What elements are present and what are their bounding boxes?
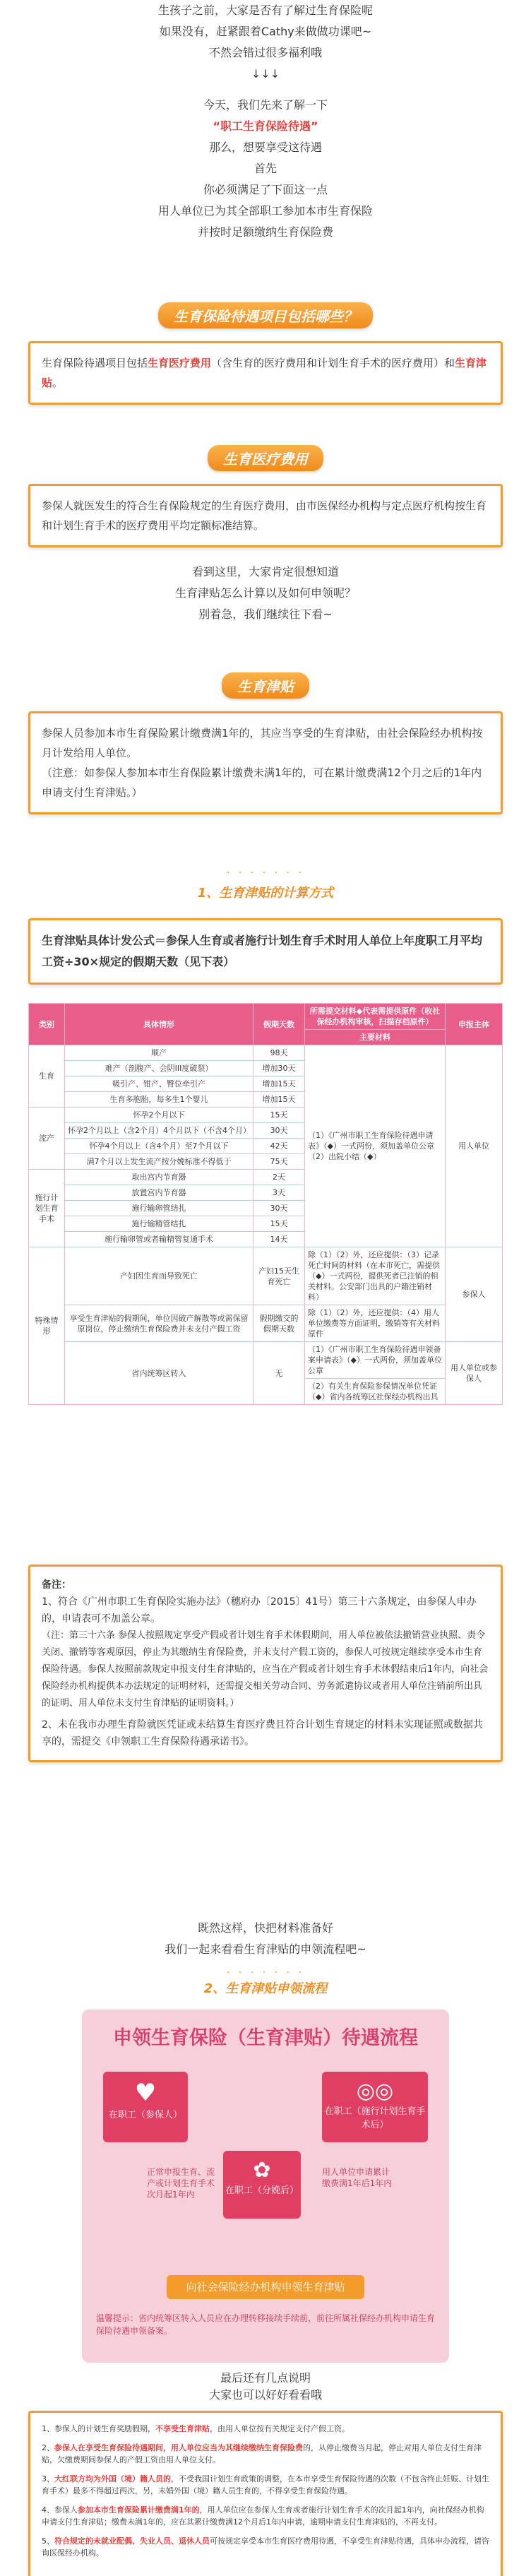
section3-box [28, 711, 503, 814]
materials-cell: 除（1）（2）外，还应提供：（3）记录死亡时间的材料（在本市死亡，需提供（◆）一式两份，提供死者已注销的相关材料。公安部门出具的户籍注销材料） [305, 1247, 446, 1305]
case-cell: 怀孕4个月以上（含4个月）至7个月以下 [65, 1139, 253, 1154]
mid-line: 我们一起来看看生育津贴的申领流程吧~ [165, 1942, 366, 1956]
after-line: 别着急，我们继续往下看~ [198, 607, 333, 621]
final-line: 大家也可以好好看看哦 [208, 2388, 322, 2402]
mid-line: 既然这样，快把材料准备好 [197, 1921, 333, 1935]
flow-chart [82, 2010, 449, 2363]
days-cell: 15天 [253, 1216, 305, 1232]
intro-line: 生孩子之前，大家是否有了解过生育保险呢 [157, 4, 373, 17]
section3-title: 生育津贴 [222, 672, 309, 699]
intro-line: 用人单位已为其全部职工参加本市生育保险 [157, 204, 373, 218]
materials-cell: （1）《广州市职工生育保险待遇申请表》（◆）一式两份，须加盖单位公章（2）出院小结（◆） [305, 1045, 446, 1247]
baby-icon: ✿ [253, 2158, 271, 2183]
final-item: 3、大红联方均为外国（境）籍人员的，不受我国计划生育政策的调整，在本市享受生育保险待遇的次数（不包含终止妊娠、计划生育手术）最多不得超过两次，另，未婚外国（境）籍人员生育的，不得享受生育保险待遇。 [42, 2474, 489, 2495]
intro-line: 不然会错过很多福利哦 [208, 46, 322, 59]
flow-subtitle: 2、生育津贴申领流程 [203, 1981, 328, 1996]
case-cell: 产妇因生育而导致死亡 [65, 1247, 253, 1305]
case-cell: 享受生育津贴的假期间，单位因破产解散等或需保留原岗位，停止缴纳生育保险费并未支付产假工资 [65, 1305, 253, 1342]
section2-after [0, 562, 531, 625]
section3-text: 参保人员参加本市生育保险累计缴费满1年的，其应当享受的生育津贴，由社会保险经办机构按月计发给用人单位。 [42, 727, 483, 759]
intro-line: 你必须满足了下面这一点 [203, 183, 328, 196]
flow-bottom: 向社会保险经办机构申领生育津贴 [167, 2275, 364, 2299]
case-cell: 取出宫内节育器 [65, 1170, 253, 1185]
final-item: 2、参保人在享受生育保险待遇期间，用人单位应当为其继续缴纳生育保险费的，从停止缴费当月起，停止对用人单位支付生育津贴，欠缴费期间参保人的产假工资由用人单位支付。 [42, 2443, 482, 2464]
days-cell: 增加15天 [253, 1076, 305, 1092]
intro-line: 那么，想要享受这待遇 [208, 141, 322, 154]
intro-line: 首先 [253, 162, 277, 175]
days-cell: 42天 [253, 1139, 305, 1154]
days-cell: 2天 [253, 1170, 305, 1185]
th-sub: 主要材料 [305, 1030, 446, 1045]
flow-box-label: 在职工（施行计划生育手术后） [324, 2106, 426, 2130]
flow-box-birth [223, 2151, 301, 2219]
section1-box [28, 341, 503, 405]
after-line: 生育津贴怎么计算以及如何申领呢？ [174, 586, 356, 600]
flow-note-left: 正常申报生育、流产或计划生育手术次月起1年内 [147, 2167, 215, 2200]
days-cell: 15天 [253, 1108, 305, 1123]
materials-cell: 除（1）（2）外，还应提供：（4）用人单位缴费等方面证明，缴销等有关材料原件 [305, 1305, 446, 1342]
th-materials: 所需提交材料◆代表需提供原件（收社保经办机构审核，扫描存档原件） [305, 1004, 446, 1030]
flow-box-employee [103, 2072, 188, 2142]
rings-icon: ◎◎ [356, 2079, 394, 2103]
remarks-p1: 1、符合《广州市职工生育保险实施办法》（穗府办〔2015〕41号）第三十六条规定，由参保人申办的，申请表可不加盖公章。 [42, 1596, 477, 1625]
flow-box-surgery [322, 2072, 428, 2142]
cat-cell: 特殊情形 [29, 1247, 65, 1405]
mid [0, 1918, 531, 1997]
flow-box-label: 在职工（参保人） [108, 2110, 182, 2120]
section1-title: 生育保险待遇项目包括哪些？ [158, 302, 373, 328]
remarks-box [28, 1565, 503, 1762]
text: 生育保险待遇项目包括 [42, 357, 148, 369]
text: 。 [52, 376, 64, 389]
text-red: 生育医疗费用 [148, 357, 212, 369]
flow-title: 申领生育保险（生育津贴）待遇流程 [113, 2027, 418, 2049]
employer-cell: 参保人 [446, 1247, 503, 1342]
cat-cell: 生育 [29, 1045, 65, 1108]
formula-box [28, 918, 503, 985]
case-cell: 施行输卵管或者输精管复通手术 [65, 1232, 253, 1247]
heart-icon: ♥ [134, 2079, 157, 2107]
case-cell: 施行输卵管结扎 [65, 1201, 253, 1216]
days-cell: 3天 [253, 1185, 305, 1201]
th-case: 具体情形 [65, 1004, 253, 1045]
days-cell: 增加30天 [253, 1061, 305, 1076]
materials-cell: （2）有关生育保险参保情况单位凭证（◆）省内各统筹区社保经办机构出具 [305, 1379, 446, 1405]
days-cell: 无 [253, 1342, 305, 1405]
days-cell: 98天 [253, 1045, 305, 1061]
final-line: 最后还有几点说明 [220, 2371, 311, 2385]
days-cell: 产妇15天生育死亡 [253, 1247, 305, 1305]
remarks-p2: （注：第三十六条 参保人按照规定享受产假或者计划生育手术休假期间，用人单位被依法撤销营业执照、责令关闭、撤销等客观原因，停止为其缴纳生育保险费，并未支付产假工资的，参保人可按规定继续享受本市生育保险待遇。参保人按照前款规定申报支付生育津贴的，应当在产假或者计划生育手术休假结束后1年内，向社会保险经办机构提供本办法规定的证明材料，还需提交相关劳动合同、劳务派遣协议或者用人单位注销前所出具的证明、用人单位未支付生育津贴的证明资料。） [42, 1630, 489, 1709]
cat-cell: 流产 [29, 1108, 65, 1170]
highlight: “职工生育保险待遇” [213, 119, 318, 133]
divider: · · · · · · · [227, 1967, 304, 1978]
final-item: 1、参保人的计划生育奖励假期，不享受生育津贴，由用人单位按有关规定支付产假工资。 [42, 2424, 350, 2433]
remarks-p3: 2、未在我市办理生育险就医凭证或未结算生育医疗费且符合计划生育规定的材料未实现证照或数据共享的，需提交《申领职工生育保险待遇承诺书》。 [42, 1719, 483, 1747]
flow-box-label: 在职工（分娩后） [225, 2185, 299, 2196]
section2-title: 生育医疗费用 [208, 445, 323, 471]
intro [0, 0, 531, 243]
case-cell: 放置宫内节育器 [65, 1185, 253, 1201]
text: （含生育的医疗费用和计划生育手术的医疗费用）和 [211, 357, 455, 369]
th-days: 假期天数 [253, 1004, 305, 1045]
flow-note-right: 用人单位申请累计缴费满1年后1年内 [322, 2167, 393, 2188]
days-cell: 30天 [253, 1123, 305, 1139]
section3-note: （注意：如参保人参加本市生育保险累计缴费未满1年的，可在累计缴费满12个月之后的1年内申请支付生育津贴。） [42, 766, 482, 799]
case-cell: 满7个月以上发生流产按分娩标准不得低于 [65, 1154, 253, 1170]
case-cell: 难产（剖腹产、会阴III度破裂） [65, 1061, 253, 1076]
case-cell: 顺产 [65, 1045, 253, 1061]
days-cell: 14天 [253, 1232, 305, 1247]
flow-tip: 温馨提示：省内统筹区转入人员应在办理转移接续手续前，前往所属社保经办机构申请生育保险待遇申领备案。 [96, 2313, 436, 2336]
case-cell: 省内统筹区转入 [65, 1342, 253, 1405]
days-cell: 增加15天 [253, 1092, 305, 1108]
final-item: 5、符合规定的未就业配偶、失业人员、退休人员可按规定享受本市生育医疗费用待遇，不享受生育津贴待遇，具体申办流程，请咨询医保经办机构。 [42, 2536, 489, 2558]
final-item: 4、参保人参加本市生育保险累计缴费满1年的，用人单位应在参保人生育或者施行计划生育手术的次月起1年内，向社保经办机构申请支付生育津贴；缴费未满1年的，应在其累计缴费满12个月后1年内申请，逾期申请支付生育津贴的，不再支付。 [42, 2505, 484, 2527]
materials-cell: （1）《广州市职工生育保险待遇申领备案申请表》（◆）一式两份，须加盖单位公章 [305, 1342, 446, 1379]
section2-box: 参保人就医发生的符合生育保险规定的生育医疗费用，由市医保经办机构与定点医疗机构按生育和计划生育手术的医疗费用平均定额标准结算。 [28, 484, 503, 547]
final-box [28, 2411, 503, 2576]
case-cell: 生育多胞胎，每多生1个婴儿 [65, 1092, 253, 1108]
intro-line: 今天，我们先来了解一下 [203, 98, 328, 112]
remarks-title: 备注： [42, 1579, 71, 1591]
case-cell: 吸引产、钳产、臀位牵引产 [65, 1076, 253, 1092]
benefit-table [28, 1003, 503, 1405]
case-cell: 怀孕2个月以下 [65, 1108, 253, 1123]
days-cell: 30天 [253, 1201, 305, 1216]
cat-cell: 施行计划生育手术 [29, 1170, 65, 1247]
case-cell: 施行输精管结扎 [65, 1216, 253, 1232]
employer-cell: 用人单位或参保人 [446, 1342, 503, 1405]
employer-cell: 用人单位 [446, 1045, 503, 1247]
after-line: 看到这里，大家肯定很想知道 [191, 565, 339, 578]
intro-line: 如果没有，赶紧跟着Cathy来做做功课吧~ [159, 25, 372, 38]
formula: 生育津贴具体计发公式＝参保人生育或者施行计划生育手术时用人单位上年度职工月平均工资÷30×规定的假期天数（见下表） [42, 934, 483, 968]
calc-subtitle: 1、生育津贴的计算方式 [197, 886, 334, 901]
days-cell: 75天 [253, 1154, 305, 1170]
case-cell: 怀孕2个月以上（含2个月）4个月以下（不含4个月） [65, 1123, 253, 1139]
divider: · · · · · · · [227, 867, 304, 879]
text-red: 生育津贴 [42, 357, 487, 389]
th-cat: 类别 [29, 1004, 65, 1045]
final-lines [0, 2370, 531, 2404]
th-applicant: 申报主体 [446, 1004, 503, 1045]
intro-line: 并按时足额缴纳生育保险费 [197, 225, 333, 239]
days-cell: 假期缴交的假期天数 [253, 1305, 305, 1342]
arrows: ↓↓↓ [251, 67, 280, 81]
